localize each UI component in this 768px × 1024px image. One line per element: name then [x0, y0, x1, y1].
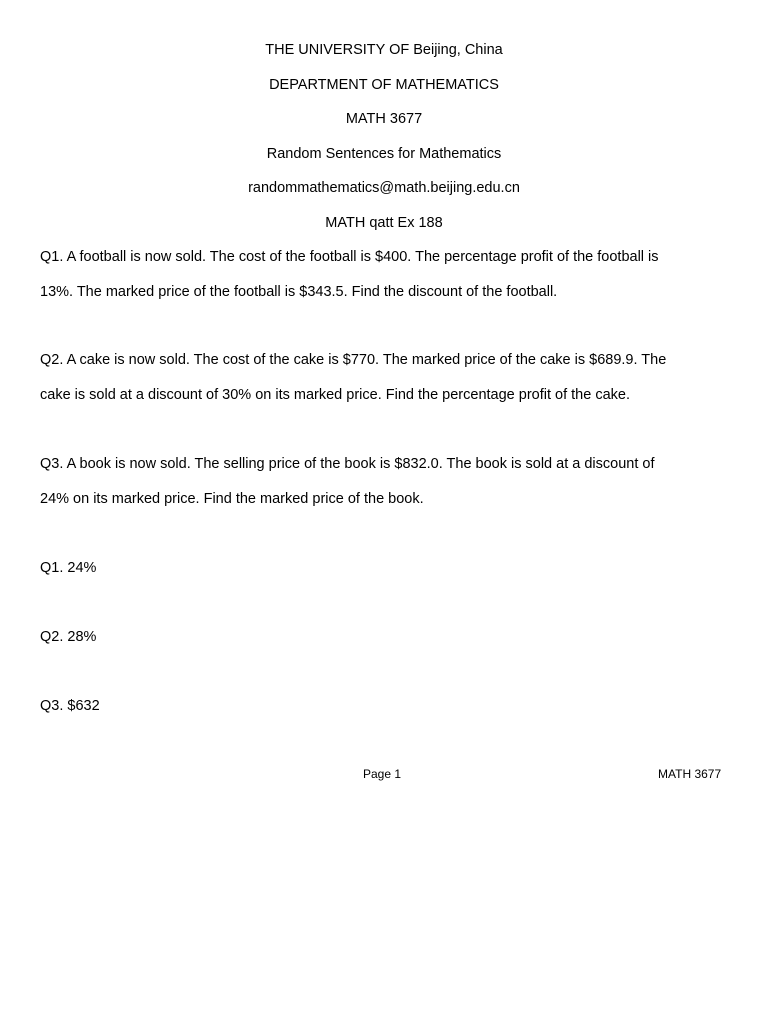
- question-2-line-2: cake is sold at a discount of 30% on its marked price. Find the percentage profit of the cake.: [40, 387, 630, 403]
- document-subtitle: Random Sentences for Mathematics: [266, 146, 502, 162]
- question-2: [40, 343, 740, 413]
- question-1-line-2: 13%. The marked price of the football is $343.5. Find the discount of the football.: [40, 284, 558, 300]
- course-code: MATH 3677: [345, 111, 423, 127]
- question-1: [40, 240, 740, 310]
- department-heading: DEPARTMENT OF MATHEMATICS: [269, 77, 499, 93]
- answer-2: Q2. 28%: [40, 629, 97, 645]
- contact-email: randommathematics@math.beijing.edu.cn: [248, 180, 520, 196]
- question-3-line-2: 24% on its marked price. Find the marked price of the book.: [40, 491, 424, 507]
- question-2-line-1: Q2. A cake is now sold. The cost of the cake is $770. The marked price of the cake is $689.9. The: [40, 352, 667, 368]
- question-3: [40, 447, 740, 517]
- answer-1: Q1. 24%: [40, 560, 97, 576]
- question-3-line-1: Q3. A book is now sold. The selling price of the book is $832.0. The book is sold at a discount of: [40, 456, 655, 472]
- page-number: Page 1: [363, 767, 402, 781]
- university-heading: THE UNIVERSITY OF Beijing, China: [265, 42, 503, 58]
- footer-course-code: MATH 3677: [658, 767, 722, 781]
- exercise-title: MATH qatt Ex 188: [325, 215, 443, 231]
- question-1-line-1: Q1. A football is now sold. The cost of the football is $400. The percentage profit of the football is: [40, 249, 659, 265]
- answer-3: Q3. $632: [40, 698, 100, 714]
